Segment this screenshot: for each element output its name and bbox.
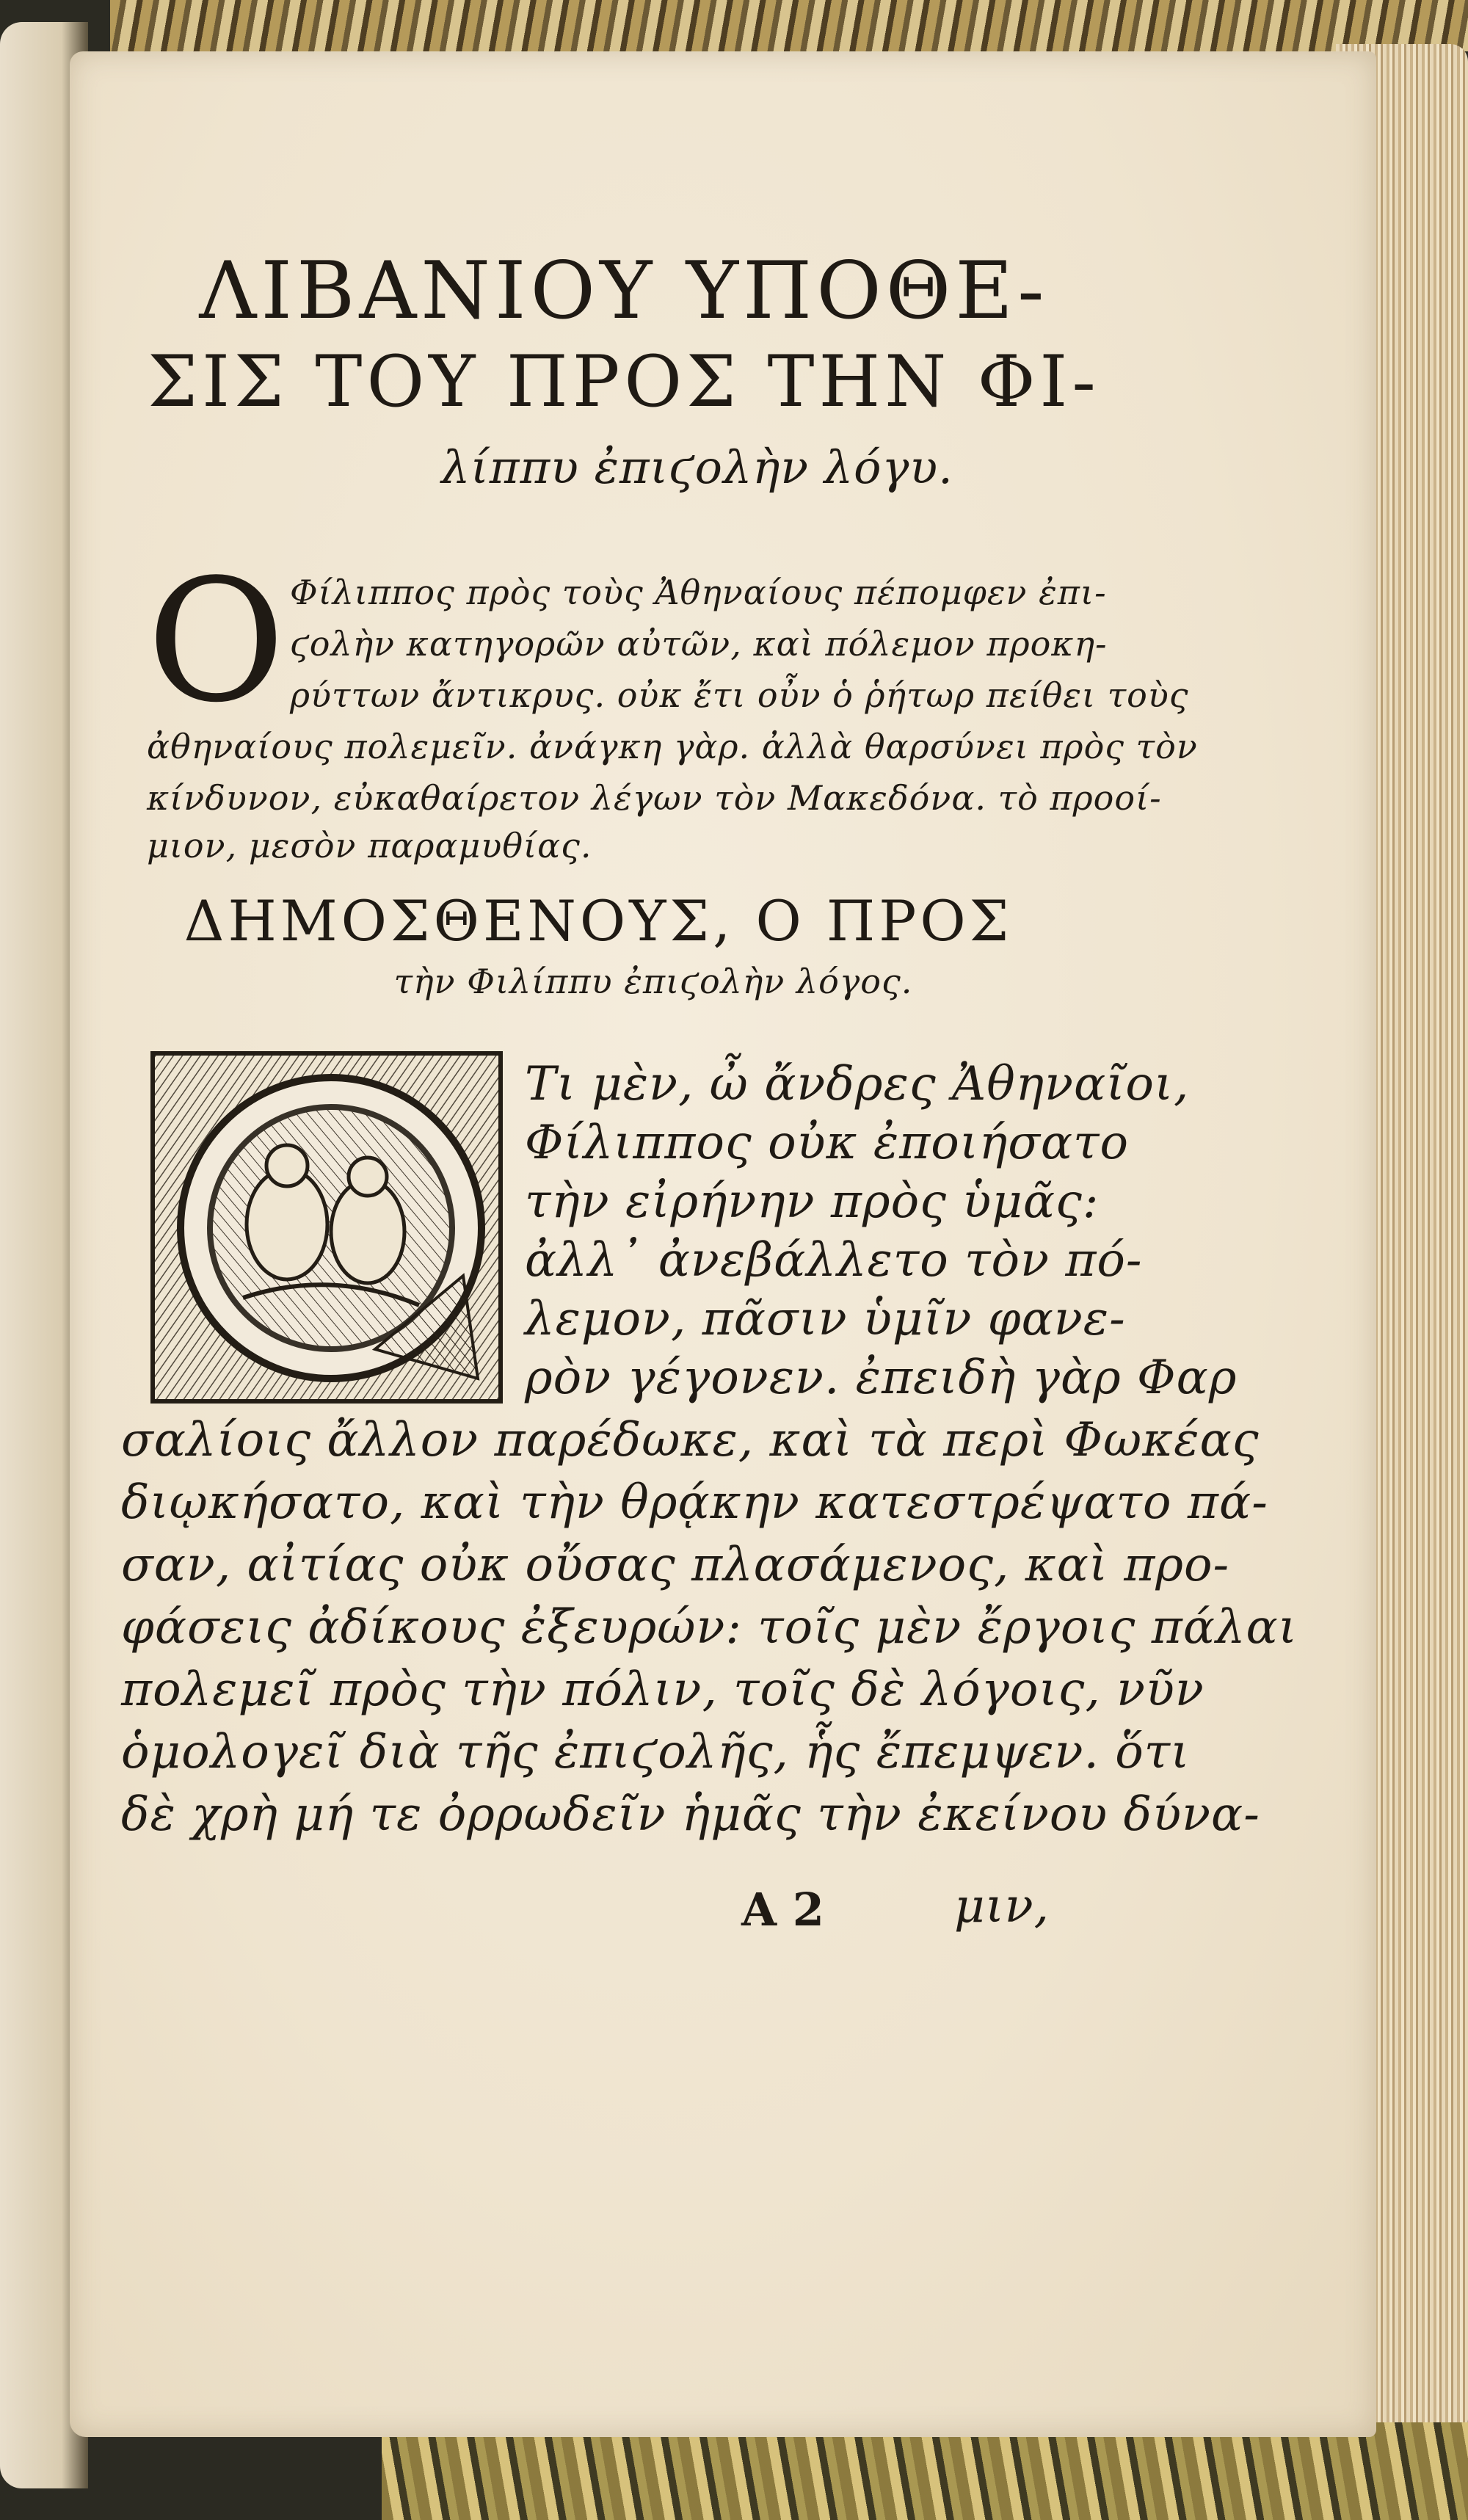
body-line-11: πολεμεῖ πρὸς τὴν πόλιν, τοῖς δὲ λόγοις, νῦν bbox=[121, 1663, 1204, 1717]
body-line-10: φάσεις ἀδίκους ἐξευρών: τοῖς μὲν ἔργοις πάλαι bbox=[121, 1600, 1298, 1655]
body-line-1: Τι μὲν, ὦ ἄνδρες Ἀθηναῖοι, bbox=[525, 1057, 1190, 1111]
hypothesis-line-3: ρύττων ἄντικρυς. οὐκ ἔτι οὖν ὁ ῥήτωρ πείθει τοὺς bbox=[290, 675, 1189, 715]
body-line-6: ρὸν γέγονεν. ἐπειδὴ γὰρ Φαρ bbox=[525, 1351, 1238, 1405]
body-line-3: τὴν εἰρήνην πρὸς ὑμᾶς: bbox=[525, 1174, 1100, 1229]
body-line-5: λεμον, πᾶσιν ὑμῖν φανε- bbox=[525, 1292, 1126, 1346]
hypothesis-line-4: ἀθηναίους πολεμεῖν. ἀνάγκη γὰρ. ἀλλὰ θαρσύνει πρὸς τὸν bbox=[147, 727, 1198, 766]
title-line-1: ΛΙΒΑΝΙΟΥ ΥΠΟΘΕ- bbox=[199, 245, 1049, 337]
body-line-4: ἀλλ᾽ ἀνεβάλλετο τὸν πό- bbox=[525, 1233, 1143, 1288]
hypothesis-line-6: μιον, μεσὸν παραμυθίας. bbox=[147, 826, 592, 865]
body-line-13: δὲ χρὴ μή τε ὀρρωδεῖν ἡμᾶς τὴν ἐκείνου δύνα- bbox=[121, 1787, 1260, 1842]
oration-heading-line-1: ΔΗΜΟΣΘΕΝΟΥΣ, Ο ΠΡΟΣ bbox=[184, 888, 1013, 954]
body-line-8: διῳκήσατο, καὶ τὴν θρᾴκην κατεστρέψατο πά- bbox=[121, 1475, 1268, 1530]
signature-mark: A 2 bbox=[741, 1883, 824, 1936]
binding-board-top bbox=[110, 0, 1468, 51]
initial-o: Ο bbox=[147, 544, 286, 740]
oration-heading-line-2: τὴν Φιλίππυ ἐπιϛολὴν λόγος. bbox=[393, 962, 913, 1001]
historiated-initial-o-woodcut-icon bbox=[150, 1051, 503, 1404]
body-line-9: σαν, αἰτίας οὐκ οὔσας πλασάμενος, καὶ προ- bbox=[121, 1538, 1230, 1592]
body-line-12: ὁμολογεῖ διὰ τῆς ἐπιϛολῆς, ἧς ἔπεμψεν. ὅτι bbox=[121, 1725, 1191, 1779]
title-line-2: ΣΙΣ ΤΟΥ ΠΡΟΣ ΤΗΝ ΦΙ- bbox=[148, 341, 1100, 423]
body-line-2: Φίλιππος οὐκ ἐποιήσατο bbox=[525, 1116, 1130, 1170]
body-line-7: σαλίοις ἄλλον παρέδωκε, καὶ τὰ περὶ Φωκέας bbox=[121, 1413, 1260, 1467]
woodcut-drawing bbox=[155, 1056, 498, 1399]
hypothesis-line-2: ϛολὴν κατηγορῶν αὐτῶν, καὶ πόλεμον προκη- bbox=[290, 624, 1108, 664]
catchword: μιν, bbox=[954, 1879, 1050, 1933]
title-line-3: λίππυ ἐπιϛολὴν λόγυ. bbox=[441, 440, 953, 494]
hypothesis-line-5: κίνδυνον, εὐκαθαίρετον λέγων τὸν Μακεδόνα. τὸ προοί- bbox=[147, 778, 1162, 818]
hypothesis-line-1: Φίλιππος πρὸς τοὺς Ἀθηναίους πέπομφεν ἐπι- bbox=[290, 573, 1107, 612]
